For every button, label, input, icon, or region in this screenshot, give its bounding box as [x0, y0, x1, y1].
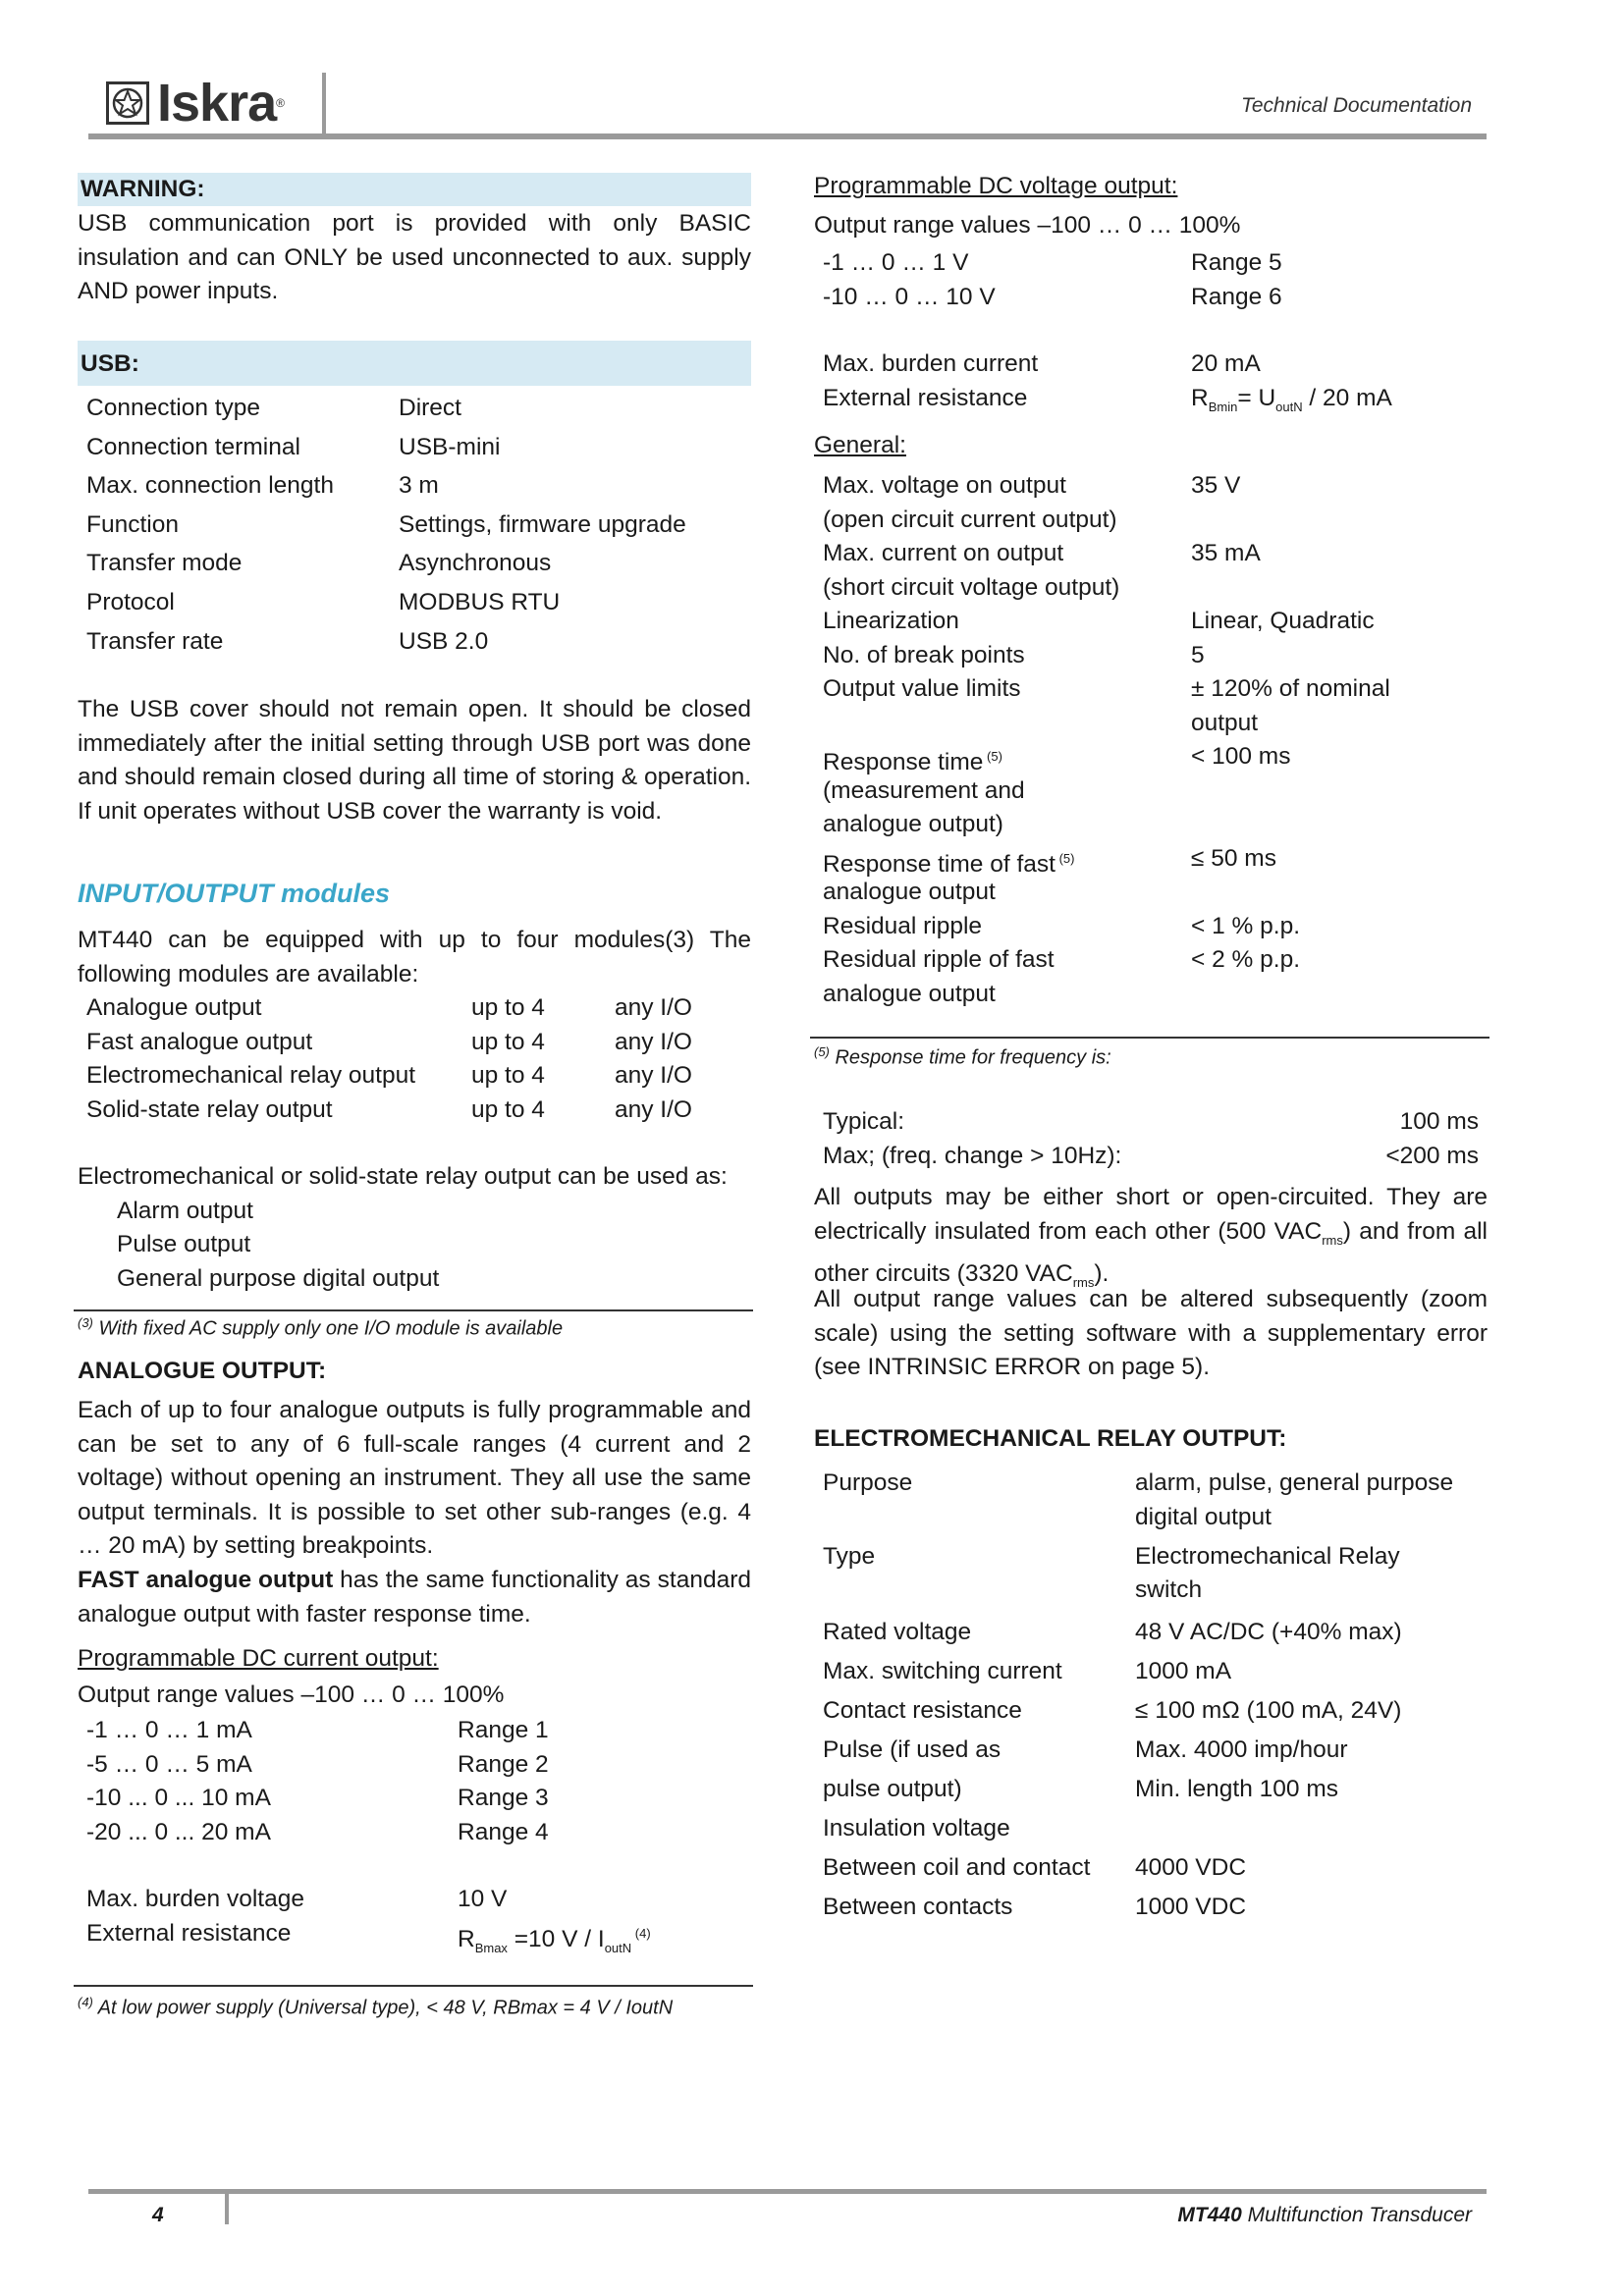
general-spec-key: Output value limits — [823, 675, 1021, 702]
burden-current-label: Max. burden current — [823, 350, 1039, 377]
relay-spec-value: 1000 mA — [1135, 1658, 1232, 1684]
usb-spec-key: Connection terminal — [86, 433, 300, 460]
ext-res-label: External resistance — [86, 1919, 292, 1947]
voltage-range-span: -10 … 0 … 10 V — [823, 283, 996, 310]
general-spec-row — [823, 537, 1496, 571]
relay-use-item — [117, 1262, 751, 1297]
relay-spec-key-cont — [823, 1574, 1135, 1613]
relay-spec-key: Contact resistance — [823, 1697, 1022, 1724]
zoom-scale-text: All output range values can be altered subsequently (zoom scale) using the setting software with a supplementary error (see INTRINSIC ERROR on page 5). — [814, 1286, 1488, 1380]
header-doc-type: Technical Documentation — [1240, 94, 1472, 117]
brand-name: Iskra — [157, 74, 277, 133]
relay-spec-key: Type — [823, 1542, 876, 1570]
current-range-name: Range 3 — [458, 1785, 549, 1811]
footnote-3-text: With fixed AC supply only one I/O module is available — [92, 1317, 564, 1340]
current-range-span: -1 … 0 … 1 mA — [86, 1717, 252, 1743]
burden-voltage-value: 10 V — [458, 1886, 508, 1912]
footnote-3 — [78, 1315, 751, 1341]
general-spec-value: Linear, Quadratic — [1191, 608, 1375, 634]
relay-use-intro: Electromechanical or solid-state relay output can be used as: — [78, 1163, 728, 1190]
general-spec-row — [823, 571, 1496, 606]
footer-product: MT440 Multifunction Transducer — [1177, 2204, 1472, 2226]
voltage-range-row — [823, 246, 1496, 281]
io-module-name: Analogue output — [86, 994, 262, 1021]
relay-spec-row — [823, 1770, 1496, 1809]
general-spec-row — [823, 469, 1496, 504]
relay-spec-row — [823, 1731, 1496, 1770]
usb-title: USB: — [78, 341, 751, 386]
general-spec-table — [814, 469, 1496, 740]
io-module-name: Fast analogue output — [86, 1028, 313, 1055]
relay-spec-key: Pulse (if used as — [823, 1736, 1001, 1763]
relay-spec-row — [823, 1540, 1496, 1575]
usb-spec-key: Connection type — [86, 395, 261, 421]
usb-spec-value: USB 2.0 — [399, 627, 489, 655]
usb-spec-value: USB-mini — [399, 433, 501, 460]
warning-text: USB communication port is provided with only BASIC insulation and can ONLY be used unconnected to aux. supply AND power inputs. — [78, 210, 751, 304]
general-spec-value: 5 — [1191, 641, 1205, 668]
relay-spec-value: 4000 VDC — [1135, 1854, 1247, 1881]
usb-spec-value: 3 m — [399, 472, 439, 500]
ripple-fast-cont: analogue output — [823, 980, 996, 1007]
relay-spec-row — [823, 1888, 1496, 1927]
ripple-fast-label: Residual ripple of fast — [823, 946, 1055, 973]
fast-analogue-text — [78, 1564, 751, 1631]
relay-spec-value: ≤ 100 mΩ (100 mA, 24V) — [1135, 1697, 1402, 1724]
io-module-row — [86, 1094, 760, 1128]
general-spec-key: Linearization — [823, 608, 959, 634]
current-range-name: Range 1 — [458, 1717, 549, 1743]
relay-spec-value: Max. 4000 imp/hour — [1135, 1736, 1348, 1763]
general-spec-value: 35 mA — [1191, 540, 1261, 566]
relay-uses — [78, 1160, 751, 1296]
footer-rule — [88, 2189, 1487, 2194]
current-range-span: -5 … 0 … 5 mA — [86, 1750, 252, 1778]
footnote-3-mark: (3) — [78, 1315, 93, 1330]
current-burden — [78, 1883, 760, 1955]
typical-label: Typical: — [823, 1108, 905, 1135]
usb-spec-key: Transfer rate — [86, 627, 224, 655]
current-range-row — [86, 1714, 760, 1748]
typical-value: 100 ms — [1399, 1108, 1479, 1135]
burden-current-value: 20 mA — [1191, 350, 1261, 377]
io-module-count: up to 4 — [471, 1028, 545, 1055]
relay-spec-value: 1000 VDC — [1135, 1894, 1247, 1920]
voltage-range-line: Output range values –100 … 0 … 100% — [814, 212, 1241, 239]
relay-spec-value: 48 V AC/DC (+40% max) — [1135, 1619, 1402, 1645]
general-spec-value: 35 V — [1191, 472, 1241, 499]
usb-spec-row — [86, 544, 751, 583]
current-range-name: Range 4 — [458, 1818, 549, 1845]
usb-spec-row — [86, 466, 751, 506]
analogue-text: Each of up to four analogue outputs is fully programmable and can be set to any of 6 full-scale ranges (4 current and 2 voltage) without opening an instrument. They all use the same output terminals. It is possible to set other sub-ranges (e.g. 4 … 20 mA) by setting breakpoints. — [78, 1397, 751, 1559]
general-spec-key: No. of break points — [823, 641, 1025, 668]
usb-cover-note: The USB cover should not remain open. It should be closed immediately after the initial setting through USB port was done and should remain closed during all time of storing & operation. If unit operates without USB cover the warranty is void. — [78, 696, 751, 825]
voltage-range-span: -1 … 0 … 1 V — [823, 249, 969, 276]
relay-spec-key: pulse output) — [823, 1776, 962, 1802]
header-divider — [322, 73, 326, 137]
io-module-slot: any I/O — [615, 994, 692, 1021]
general-spec-row — [823, 639, 1496, 673]
relay-use-text: General purpose digital output — [117, 1264, 440, 1292]
relay-use-text: Pulse output — [117, 1231, 251, 1257]
io-module-row — [86, 991, 760, 1026]
relay-use-item — [117, 1195, 751, 1229]
footnote-rule-4 — [74, 1985, 753, 1987]
iskra-emblem-icon — [106, 81, 149, 125]
usb-spec-value: Asynchronous — [399, 550, 552, 577]
ext-res-v-label: External resistance — [823, 384, 1028, 411]
voltage-range-name: Range 5 — [1191, 249, 1282, 276]
io-module-slot: any I/O — [615, 1062, 692, 1089]
io-module-row — [86, 1026, 760, 1060]
relay-use-text: Alarm output — [117, 1197, 253, 1224]
io-module-row — [86, 1059, 760, 1094]
fast-response-label: Response time of fast $^{(5)}$ — [823, 850, 1075, 878]
fast-analogue-bold: FAST analogue output — [78, 1567, 334, 1593]
max-label: Max; (freq. change > 10Hz): — [823, 1142, 1122, 1169]
general-spec-row — [823, 605, 1496, 639]
general-spec-row — [823, 707, 1496, 741]
ripple-label: Residual ripple — [823, 912, 983, 939]
current-range-line: Output range values –100 … 0 … 100% — [78, 1682, 505, 1708]
ripple-fast-value: < 2 % p.p. — [1191, 946, 1301, 973]
current-ranges-table — [78, 1714, 760, 1849]
relay-spec-row-cont — [823, 1574, 1496, 1613]
relay-spec-row-cont — [823, 1501, 1496, 1540]
warning-title: WARNING: — [78, 173, 751, 206]
relay-spec-key: Rated voltage — [823, 1619, 972, 1645]
footnote-4 — [78, 1995, 751, 2020]
usb-spec-row — [86, 506, 751, 545]
voltage-ranges-table — [814, 246, 1496, 314]
outputs-insulation-text: All outputs may be either short or open-circuited. They are electrically insulated from each other (500 $VAC_{rms}$) and from all other circuits (3320 $VAC_{rms}$). — [814, 1184, 1488, 1290]
relay-spec-table — [814, 1467, 1496, 1927]
current-range-row — [86, 1782, 760, 1816]
usb-spec-key: Max. connection length — [86, 472, 334, 500]
relay-spec-key: Between contacts — [823, 1894, 1013, 1920]
relay-spec-row — [823, 1467, 1496, 1501]
response-value: < 100 ms — [1191, 743, 1291, 770]
relay-use-item — [117, 1228, 751, 1262]
relay-spec-row — [823, 1848, 1496, 1888]
header-rule — [88, 133, 1487, 139]
current-range-span: -10 ... 0 ... 10 mA — [86, 1785, 271, 1811]
relay-spec-value: alarm, pulse, general purpose — [1135, 1469, 1454, 1496]
io-module-slot: any I/O — [615, 1095, 692, 1123]
usb-spec-row — [86, 622, 751, 662]
relay-spec-row — [823, 1613, 1496, 1652]
voltage-output-title: Programmable DC voltage output: — [814, 173, 1178, 199]
voltage-burden — [814, 347, 1496, 415]
relay-spec-row — [823, 1652, 1496, 1691]
response-block — [814, 740, 1496, 1011]
footer-divider — [225, 2191, 229, 2224]
relay-spec-row — [823, 1691, 1496, 1731]
fast-analogue-desc: has the same functionality as standard analogue output with faster response time. — [78, 1567, 751, 1628]
usb-spec-value: Settings, firmware upgrade — [399, 510, 686, 538]
response-cont-2: analogue output) — [823, 811, 1003, 837]
usb-spec-row — [86, 389, 751, 428]
current-output-title: Programmable DC current output: — [78, 1645, 439, 1672]
general-title: General: — [814, 432, 906, 458]
footnote-rule-5 — [810, 1037, 1489, 1039]
relay-spec-key: Insulation voltage — [823, 1815, 1010, 1842]
relay-spec-row — [823, 1809, 1496, 1848]
relay-spec-key: Between coil and contact — [823, 1854, 1091, 1881]
usb-spec-key: Function — [86, 510, 179, 538]
usb-spec-value: MODBUS RTU — [399, 588, 561, 615]
ext-res-value: $R_{Bmax} =10$ V / $I_{outN}$ $^{(4)}$ — [458, 1925, 651, 1955]
relay-spec-key: Purpose — [823, 1469, 913, 1496]
general-spec-value: ± 120% of nominal — [1191, 675, 1390, 702]
iskra-logo — [106, 74, 285, 133]
response-cont-1: (measurement and — [823, 776, 1025, 804]
usb-section — [78, 341, 751, 661]
general-spec-row — [823, 672, 1496, 707]
relay-spec-value: Electromechanical Relay — [1135, 1542, 1400, 1570]
usb-spec-key: Transfer mode — [86, 550, 243, 577]
footnote-5-mark: (5) — [814, 1044, 830, 1059]
general-spec-key: Max. current on output — [823, 540, 1064, 566]
io-module-count: up to 4 — [471, 994, 545, 1021]
general-spec-key: (short circuit voltage output) — [823, 573, 1120, 601]
current-range-row — [86, 1816, 760, 1850]
usb-spec-table — [78, 389, 751, 661]
voltage-range-name: Range 6 — [1191, 283, 1282, 310]
usb-spec-value: Direct — [399, 395, 461, 421]
io-intro: MT440 can be equipped with up to four modules(3) The following modules are available: — [78, 927, 751, 988]
current-range-span: -20 ... 0 ... 20 mA — [86, 1818, 271, 1845]
usb-spec-row — [86, 583, 751, 622]
general-spec-key: (open circuit current output) — [823, 506, 1117, 533]
usb-spec-key: Protocol — [86, 588, 175, 615]
footnote-5-text: Response time for frequency is: — [829, 1046, 1111, 1069]
io-module-name: Electromechanical relay output — [86, 1062, 416, 1089]
footnote-4-mark: (4) — [78, 1995, 93, 2009]
general-spec-value: output — [1191, 709, 1259, 736]
ripple-value: < 1 % p.p. — [1191, 912, 1301, 939]
io-modules-table — [78, 991, 760, 1127]
ext-res-v-value: $R_{Bmin}= U_{outN} / 20$ mA — [1191, 384, 1392, 414]
voltage-range-row — [823, 281, 1496, 315]
footnote-rule-3 — [74, 1309, 753, 1311]
general-spec-row — [823, 504, 1496, 538]
fast-response-cont: analogue output — [823, 879, 996, 905]
footnote-4-text: At low power supply (Universal type), < 48 V, RBmax = 4 V / IoutN — [92, 1997, 674, 2019]
warning-section — [78, 173, 751, 309]
relay-uses-list — [78, 1195, 751, 1297]
burden-voltage-label: Max. burden voltage — [86, 1886, 304, 1912]
usb-spec-row — [86, 428, 751, 467]
io-module-slot: any I/O — [615, 1028, 692, 1055]
relay-spec-value: Min. length 100 ms — [1135, 1776, 1338, 1802]
fast-response-value: ≤ 50 ms — [1191, 844, 1276, 872]
io-module-name: Solid-state relay output — [86, 1095, 333, 1123]
relay-spec-key: Max. switching current — [823, 1658, 1062, 1684]
relay-spec-key-cont — [823, 1501, 1135, 1540]
analogue-title: ANALOGUE OUTPUT: — [78, 1358, 327, 1384]
io-module-count: up to 4 — [471, 1062, 545, 1089]
current-range-name: Range 2 — [458, 1750, 549, 1778]
current-range-row — [86, 1748, 760, 1783]
page-number: 4 — [152, 2204, 164, 2226]
general-spec-key — [823, 707, 1191, 741]
general-spec-key: Max. voltage on output — [823, 472, 1066, 499]
relay-output-title: ELECTROMECHANICAL RELAY OUTPUT: — [814, 1425, 1287, 1452]
relay-spec-value-cont: switch — [1135, 1576, 1203, 1603]
response-label: Response time $^{(5)}$ — [823, 749, 1002, 776]
freq-response — [814, 1105, 1479, 1173]
io-module-count: up to 4 — [471, 1095, 545, 1123]
io-heading: INPUT/OUTPUT modules — [78, 879, 391, 908]
footnote-5 — [814, 1044, 1488, 1070]
registered-mark: ® — [276, 96, 285, 110]
relay-spec-value-cont: digital output — [1135, 1503, 1272, 1530]
max-value: <200 ms — [1385, 1142, 1479, 1169]
